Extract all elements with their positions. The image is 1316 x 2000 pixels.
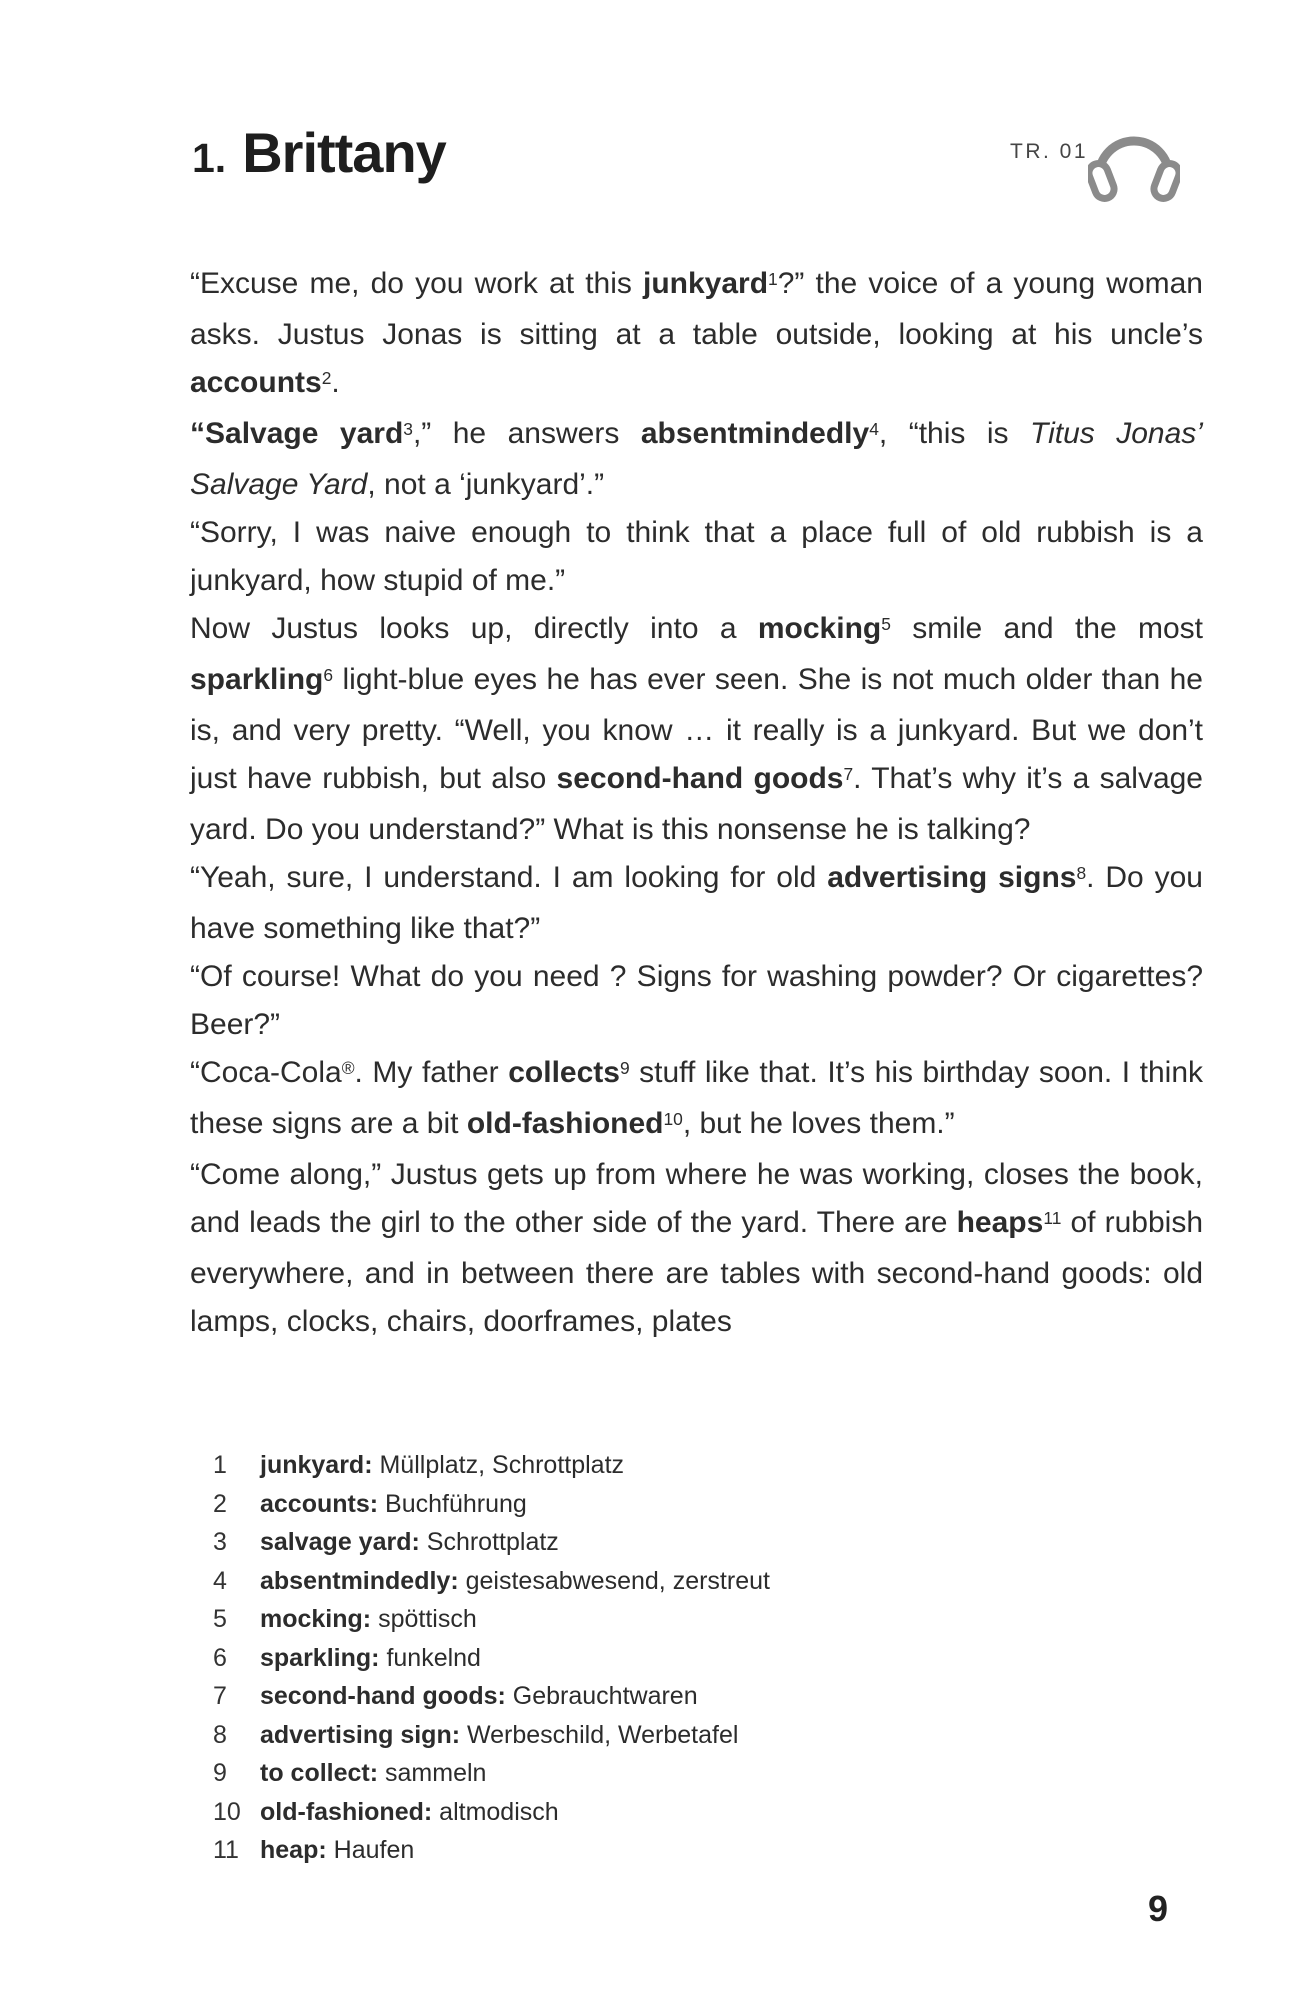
footnote-text <box>260 1677 698 1716</box>
footnote-number: 3 <box>213 1528 227 1556</box>
footnote-translation: Werbeschild, Werbetafel <box>467 1720 739 1749</box>
footnote-item <box>213 1793 770 1832</box>
text-segment: “Of course! What do you need ? Signs for washing powder? Or cigarettes? Beer?” <box>190 960 1203 1041</box>
text-segment: absentmindedly <box>640 417 870 450</box>
footnote-marker: ® <box>341 1057 355 1078</box>
footnote-translation: altmodisch <box>439 1797 559 1826</box>
footnote-number: 5 <box>213 1605 227 1633</box>
footnote-marker: 10 <box>663 1108 683 1129</box>
footnote-marker: 3 <box>403 418 413 439</box>
text-segment: , but he loves them.” <box>682 1107 955 1140</box>
footnote-number: 9 <box>213 1759 227 1787</box>
footnote-marker: 6 <box>323 664 334 685</box>
text-segment: “Sorry, I was naive enough to think that a place full of old rubbish is a junkyard, how stupid of me.” <box>190 516 1203 597</box>
footnote-translation: Haufen <box>333 1836 415 1864</box>
text-segment: smile and the most <box>890 612 1203 645</box>
text-segment: “Come along,” Justus gets up from where he was working, closes the book, and leads the girl to the other side of the yard. There are <box>190 1158 1203 1239</box>
footnote-term: salvage yard: <box>260 1528 420 1556</box>
footnote-text <box>260 1716 738 1755</box>
text-segment: sparkling <box>190 663 324 696</box>
footnote-term: to collect: <box>260 1759 379 1787</box>
footnote-item <box>213 1600 770 1639</box>
text-segment: stuff like that. It’s his birthday soon. I think these signs are a bit <box>190 1056 1204 1140</box>
footnote-item <box>213 1754 770 1793</box>
text-segment: . <box>331 366 340 399</box>
footnote-term: accounts: <box>260 1489 379 1518</box>
footnote-text <box>260 1446 624 1485</box>
chapter-title-text: Brittany <box>242 121 446 184</box>
paragraph <box>190 953 1203 1049</box>
footnote-item <box>213 1446 770 1485</box>
footnote-translation: Gebrauchtwaren <box>512 1682 698 1710</box>
footnote-term: mocking: <box>260 1605 372 1633</box>
footnote-item <box>213 1523 770 1562</box>
text-segment: . Do you have something like that?” <box>190 861 1203 945</box>
text-segment: Titus Jonas’ Salvage Yard <box>190 417 1203 501</box>
footnote-item <box>213 1677 770 1716</box>
text-segment: accounts <box>190 366 322 399</box>
footnote-text <box>260 1754 486 1793</box>
paragraph <box>190 605 1203 854</box>
footnote-term: sparkling: <box>260 1643 380 1672</box>
footnote-marker: 5 <box>881 613 891 634</box>
paragraph <box>190 1049 1203 1151</box>
footnote-number: 6 <box>213 1643 227 1672</box>
paragraph <box>190 1151 1203 1346</box>
footnote-term: junkyard: <box>260 1451 373 1479</box>
footnote-marker: 1 <box>768 268 778 289</box>
story-text <box>190 260 1203 1346</box>
text-segment: “Salvage yard <box>190 417 404 450</box>
footnote-number: 1 <box>213 1451 227 1479</box>
footnote-term: heap: <box>260 1836 327 1864</box>
text-segment: advertising signs <box>827 861 1077 894</box>
page-number: 9 <box>1148 1888 1169 1929</box>
footnote-item <box>213 1485 770 1524</box>
text-segment: , not a ‘junkyard’.” <box>367 468 605 501</box>
footnote-number: 2 <box>213 1489 227 1518</box>
text-segment: collects <box>508 1056 620 1089</box>
footnote-item <box>213 1831 770 1870</box>
footnote-term: old-fashioned: <box>260 1797 433 1826</box>
footnote-marker: 2 <box>321 367 332 388</box>
headphones-icon <box>1088 120 1180 205</box>
text-segment: ?” the voice of a young woman asks. Justus Jonas is sitting at a table outside, looking at his uncle’s <box>190 267 1203 351</box>
text-segment: second-hand goods <box>556 762 844 795</box>
footnote-text <box>260 1562 770 1601</box>
paragraph <box>190 509 1203 605</box>
text-segment: “Coca-Cola <box>190 1056 342 1089</box>
footnote-number: 4 <box>213 1566 227 1595</box>
footnote-translation: geistesabwesend, zerstreut <box>465 1566 770 1595</box>
text-segment: . That’s why it’s a salvage yard. Do you understand?” What is this nonsense he is talking? <box>190 762 1203 846</box>
footnote-term: second-hand goods: <box>260 1682 506 1710</box>
text-segment: junkyard <box>643 267 769 300</box>
footnote-text <box>260 1639 481 1678</box>
footnote-text <box>260 1523 559 1562</box>
chapter-number: 1. <box>192 135 227 181</box>
footnote-translation: sammeln <box>385 1759 487 1787</box>
footnote-number: 8 <box>213 1720 227 1749</box>
footnote-text <box>260 1793 559 1832</box>
text-segment: Now Justus looks up, directly into a <box>190 612 758 645</box>
footnote-text <box>260 1831 414 1870</box>
footnote-marker: 11 <box>1043 1207 1062 1228</box>
text-segment: light-blue eyes he has ever seen. She is not much older than he is, and very pretty. “Well, you know … it really is a junkyard. But we don’t just have rubbish, but also <box>190 663 1203 795</box>
footnote-term: advertising sign: <box>260 1720 461 1749</box>
paragraph <box>190 854 1203 953</box>
footnote-translation: Buchführung <box>385 1489 527 1518</box>
footnote-marker: 8 <box>1076 862 1087 883</box>
footnote-translation: spöttisch <box>378 1605 477 1633</box>
footnote-translation: funkelnd <box>386 1643 481 1672</box>
footnote-marker: 7 <box>843 763 854 784</box>
footnote-translation: Schrottplatz <box>426 1528 559 1556</box>
text-segment: ,” he answers <box>412 417 641 450</box>
footnote-text <box>260 1485 527 1524</box>
text-segment: “Excuse me, do you work at this <box>190 267 643 300</box>
footnote-number: 11 <box>213 1836 239 1864</box>
footnote-term: absentmindedly: <box>260 1566 459 1595</box>
footnote-list <box>213 1446 770 1870</box>
text-segment: heaps <box>956 1206 1044 1239</box>
footnote-number: 10 <box>213 1797 241 1826</box>
footnote-item <box>213 1639 770 1678</box>
text-segment: “Yeah, sure, I understand. I am looking for old <box>190 861 828 894</box>
footnote-number: 7 <box>213 1682 227 1710</box>
footnote-translation: Müllplatz, Schrottplatz <box>379 1451 625 1479</box>
text-segment: of rubbish everywhere, and in between there are tables with second-hand goods: old lamps, clocks, chairs, doorframes, plates <box>190 1206 1203 1338</box>
text-segment: , “this is <box>878 417 1031 450</box>
footnote-marker: 4 <box>869 418 879 439</box>
paragraph <box>190 410 1203 509</box>
footnote-text <box>260 1600 477 1639</box>
footnote-item <box>213 1562 770 1601</box>
chapter-title <box>192 122 446 189</box>
footnote-marker: 9 <box>619 1057 630 1078</box>
text-segment: mocking <box>757 612 882 645</box>
paragraph <box>190 260 1203 410</box>
text-segment: . My father <box>354 1056 509 1089</box>
track-label: TR. 01 <box>1010 140 1089 163</box>
footnote-item <box>213 1716 770 1755</box>
text-segment: old-fashioned <box>466 1107 664 1140</box>
